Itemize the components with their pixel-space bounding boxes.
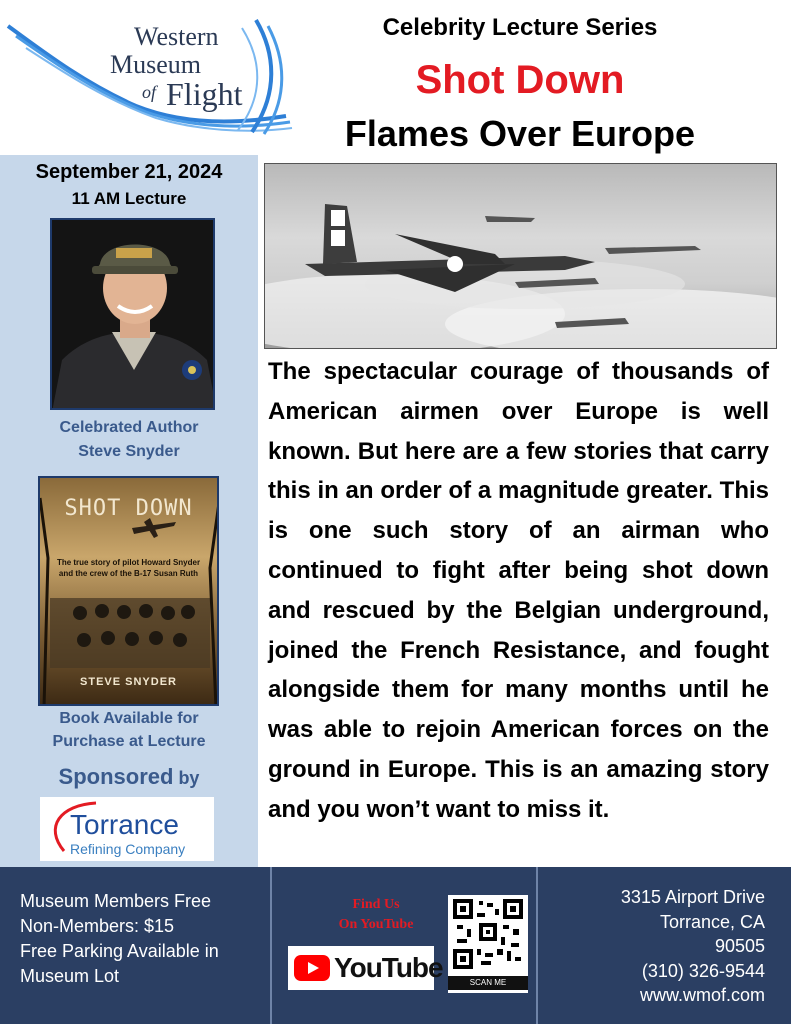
admission-members: Museum Members Free <box>20 891 212 911</box>
footer <box>0 867 791 1024</box>
logo-text-western: Western <box>134 22 219 51</box>
website-link[interactable]: www.wmof.com <box>639 985 765 1005</box>
parking-info-line2: Museum Lot <box>20 966 120 986</box>
admission-nonmembers: Non-Members: $15 <box>20 916 175 936</box>
parking-info-line1: Free Parking Available in <box>20 941 219 961</box>
qr-code[interactable] <box>448 895 528 993</box>
qr-scan-label: SCAN ME <box>448 976 528 990</box>
phone-number[interactable]: (310) 326-9544 <box>641 961 765 981</box>
sponsored-word: Sponsored <box>58 764 174 789</box>
sponsored-by-word: by <box>173 768 200 788</box>
book-cover-subtitle-1: The true story of pilot Howard Snyder <box>56 558 201 567</box>
book-cover-author: STEVE SNYDER <box>80 676 177 688</box>
book-cover-title: SHOT DOWN <box>64 496 193 521</box>
author-caption-name: Steve Snyder <box>78 443 180 460</box>
on-youtube-label: On YouTube <box>338 917 414 932</box>
address-street: 3315 Airport Drive <box>620 887 765 907</box>
logo-text-of: of <box>142 82 157 102</box>
youtube-wordmark: YouTube <box>334 952 443 983</box>
event-date: September 21, 2024 <box>35 161 223 183</box>
book-cover-subtitle-2: and the crew of the B-17 Susan Ruth <box>58 569 199 578</box>
footer-address-panel <box>536 867 791 1024</box>
youtube-link[interactable] <box>288 946 443 990</box>
footer-admission-panel <box>0 867 270 1024</box>
author-photo <box>50 218 215 410</box>
book-cover-art <box>40 478 219 706</box>
b17-bombers-photo <box>264 163 777 349</box>
book-caption-line2: Purchase at Lecture <box>52 733 206 750</box>
sponsored-by-label <box>0 764 258 790</box>
sponsor-name: Torrance <box>70 809 179 840</box>
event-subtitle: Flames Over Europe <box>344 113 696 154</box>
footer-social-panel <box>270 867 536 1024</box>
book-cover <box>38 476 219 706</box>
author-portrait-image <box>52 220 215 410</box>
logo-text-museum: Museum <box>110 50 201 79</box>
find-us-label: Find Us <box>352 897 400 912</box>
address-city: Torrance, CA <box>659 912 765 932</box>
sponsor-subtitle: Refining Company <box>70 841 186 857</box>
author-caption-title: Celebrated Author <box>59 419 199 436</box>
sidebar <box>0 155 258 867</box>
series-heading: Celebrity Lecture Series <box>382 14 658 41</box>
museum-logo <box>6 14 296 142</box>
address-zip: 90505 <box>714 936 765 956</box>
event-time: 11 AM Lecture <box>71 189 187 208</box>
bomber-formation-image <box>265 164 777 349</box>
qr-code-icon <box>453 899 523 969</box>
event-description: The spectacular courage of thousands of American airmen over Europe is well known. But here are a few stories that carry this in an order of a magnitude greater. This is one such story of an airman who continued to fight after being shot down and rescued by the Belgian underground, joined the French Resistance, and fought alongside them for many months until he was able to rejoin American forces on the ground in Europe. This is an amazing story and you won’t want to miss it. <box>268 358 769 823</box>
event-title: Shot Down <box>415 58 625 102</box>
youtube-play-icon <box>294 955 330 981</box>
logo-text-flight: Flight <box>166 76 243 112</box>
book-caption-line1: Book Available for <box>59 710 199 727</box>
sponsor-logo <box>40 797 214 861</box>
